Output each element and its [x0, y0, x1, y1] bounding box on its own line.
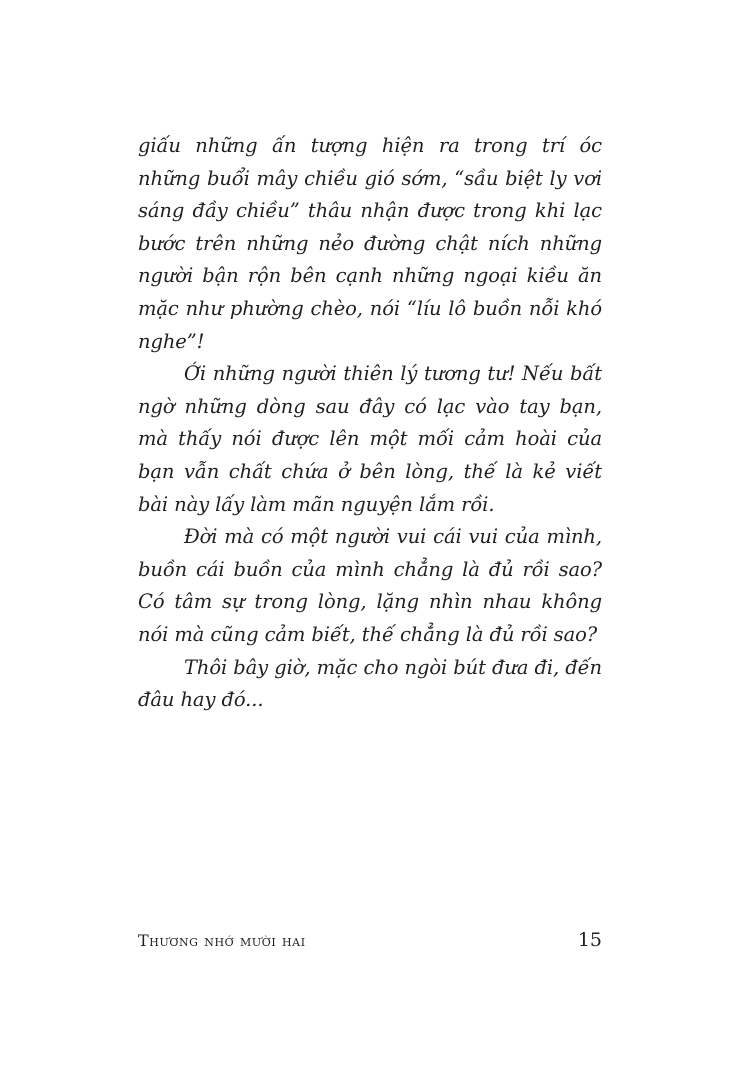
- page-number: 15: [577, 929, 602, 951]
- paragraph-4: Thôi bây giờ, mặc cho ngòi bút đưa đi, đến đâu hay đó...: [138, 655, 602, 712]
- body-text: [138, 130, 602, 717]
- running-footer-title: Thương nhớ mười hai: [138, 931, 306, 950]
- paragraph-2: Ới những người thiên lý tương tư! Nếu bất ngờ những dòng sau đây có lạc vào tay bạn, mà thấy nói được lên một mối cảm hoài của bạn vẫn chất chứa ở bên lòng, thế là kẻ viết bài này lấy làm mãn nguyện lắm rồi.: [138, 362, 602, 516]
- paragraph-3: Đời mà có một người vui cái vui của mình, buồn cái buồn của mình chẳng là đủ rồi sao? Có tâm sự trong lòng, lặng nhìn nhau không nói mà cũng cảm biết, thế chẳng là đủ rồi sao?: [138, 525, 602, 646]
- paragraph-1: giấu những ấn tượng hiện ra trong trí óc những buổi mây chiều gió sớm, “sầu biệt ly vơi sáng đầy chiều” thâu nhận được trong khi lạc bước trên những nẻo đường chật ních những người bận rộn bên cạnh những ngoại kiều ăn mặc như phường chèo, nói “líu lô buồn nỗi khó nghe”!: [138, 134, 602, 353]
